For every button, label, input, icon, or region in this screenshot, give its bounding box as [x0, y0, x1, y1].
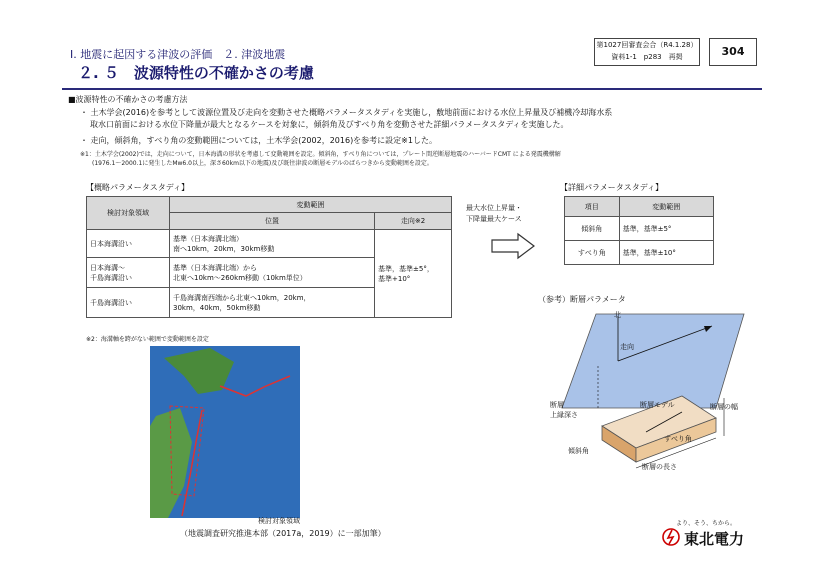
fault-model-label: 断層モデル — [640, 401, 675, 409]
section-heading: ■波源特性の不確かさの考慮方法 — [68, 95, 188, 104]
position-line: 南へ10km，20km，30km移動 — [173, 244, 275, 253]
map-graphic — [150, 346, 300, 518]
map-caption-line2: （地震調査研究推進本部（2017a，2019）に一部加筆） — [180, 529, 386, 538]
col-item-header: 項目 — [565, 197, 620, 217]
col-range-header: 変動範囲 — [170, 197, 452, 213]
fault-diagram-title: （参考）断層パラメータ — [538, 295, 626, 304]
fault-width-label: 断層の幅 — [710, 403, 738, 411]
north-label: 北 — [614, 311, 621, 319]
note-1-line2: (1976.1～2000.1に発生したMw6.0以上，深さ60km以下の地震)及び既往津波の断層モデルのばらつきから変動範囲を設定。 — [92, 160, 433, 167]
item-cell: すべり角 — [565, 241, 620, 265]
position-cell — [170, 230, 375, 258]
chapter-heading: Ⅰ. 地震に起因する津波の評価 ２. 津波地震 — [70, 48, 286, 61]
study-area-map — [150, 346, 300, 518]
strike-line: 基準+10° — [378, 274, 411, 283]
region-cell — [87, 258, 170, 288]
position-line: 千島海溝南西端から北東へ10km，20km， — [173, 293, 311, 302]
company-slogan: より、そう、ちから。 — [676, 520, 737, 527]
rough-study-table — [86, 196, 452, 318]
position-line: 基準（日本海溝北端）から — [173, 263, 257, 272]
company-logo-icon — [662, 528, 680, 546]
slip-angle-label: すべり角 — [664, 435, 692, 443]
range-cell: 基準，基準±10° — [619, 241, 713, 265]
detailed-study-table — [564, 196, 714, 265]
meeting-info-box — [594, 38, 700, 66]
note-1-line1: ※1：土木学会(2002)では，走向について，日本海溝の形状を考慮して変動範囲を設定。傾斜角，すべり角については，プレート間逆断層地震のハーバードCMT による発震機構解 — [80, 151, 561, 158]
map-caption-line1: 検討対象領域 — [258, 517, 300, 525]
horizontal-plane — [562, 314, 744, 408]
arrow-label-line2: 下降量最大ケース — [466, 215, 522, 223]
region-line: 千島海溝沿い — [90, 273, 132, 282]
bullet-2-text: 走向，傾斜角，すべり角の変動範囲については，土木学会(2002，2016)を参考に設定※1した。 — [90, 136, 437, 145]
bullet-1: ・ 土木学会(2016)を参考として波源位置及び走向を変動させた概略パラメータスタディを実施し，敷地前面における水位上昇量及び補機冷却海水系 — [80, 108, 613, 117]
position-line: 基準（日本海溝北端） — [173, 234, 243, 243]
meeting-info-line1: 第1027回審査会合（R4.1.28） — [596, 41, 698, 49]
range-cell: 基準，基準±5° — [619, 217, 713, 241]
page-number: 304 — [709, 38, 757, 66]
position-cell — [170, 288, 375, 318]
region-cell: 千島海溝沿い — [87, 288, 170, 318]
depth-label-line1: 断層 — [550, 401, 564, 409]
col-position-header: 位置 — [170, 213, 375, 230]
bullet-1-text: 土木学会(2016)を参考として波源位置及び走向を変動させた概略パラメータスタディを実施し，敷地前面における水位上昇量及び補機冷却海水系 — [90, 108, 613, 117]
detailed-study-label: 【詳細パラメータスタディ】 — [560, 183, 664, 192]
region-line: 日本海溝～ — [90, 263, 125, 272]
bullet-1-cont: 取水口前面における水位下降量が最大となるケースを対象に，傾斜角及びすべり角を変動させた詳細パラメータスタディを実施した。 — [90, 120, 569, 129]
strike-cell — [375, 230, 452, 318]
col-strike-header: 走向※2 — [375, 213, 452, 230]
arrow-label-line1: 最大水位上昇量・ — [466, 204, 522, 212]
col-region-header: 検討対象領域 — [87, 197, 170, 230]
company-name: 東北電力 — [684, 530, 745, 548]
fault-length-label: 断層の長さ — [642, 463, 677, 471]
strike-line: 基準，基準±5°， — [378, 264, 434, 273]
position-line: 北東へ10km～260km移動（10km単位） — [173, 273, 307, 282]
item-cell: 傾斜角 — [565, 217, 620, 241]
region-cell: 日本海溝沿い — [87, 230, 170, 258]
right-arrow-icon — [490, 232, 536, 260]
rough-study-label: 【概略パラメータスタディ】 — [86, 183, 190, 192]
position-line: 30km，40km，50km移動 — [173, 303, 261, 312]
bullet-2: ・ 走向，傾斜角，すべり角の変動範囲については，土木学会(2002，2016)を参考に設定※1した。 — [80, 136, 437, 145]
strike-label: 走向 — [620, 343, 634, 351]
note-2: ※2：海溝軸を跨がない範囲で変動範囲を設定 — [86, 336, 209, 343]
dip-angle-label: 傾斜角 — [568, 447, 589, 455]
depth-label-line2: 上縁深さ — [550, 411, 578, 419]
position-cell — [170, 258, 375, 288]
meeting-info-line2: 資料1-1 p283 再掲 — [611, 53, 683, 61]
col-range-header: 変動範囲 — [619, 197, 713, 217]
page-title: ２. ５ 波源特性の不確かさの考慮 — [78, 64, 314, 82]
header-divider — [62, 88, 762, 90]
